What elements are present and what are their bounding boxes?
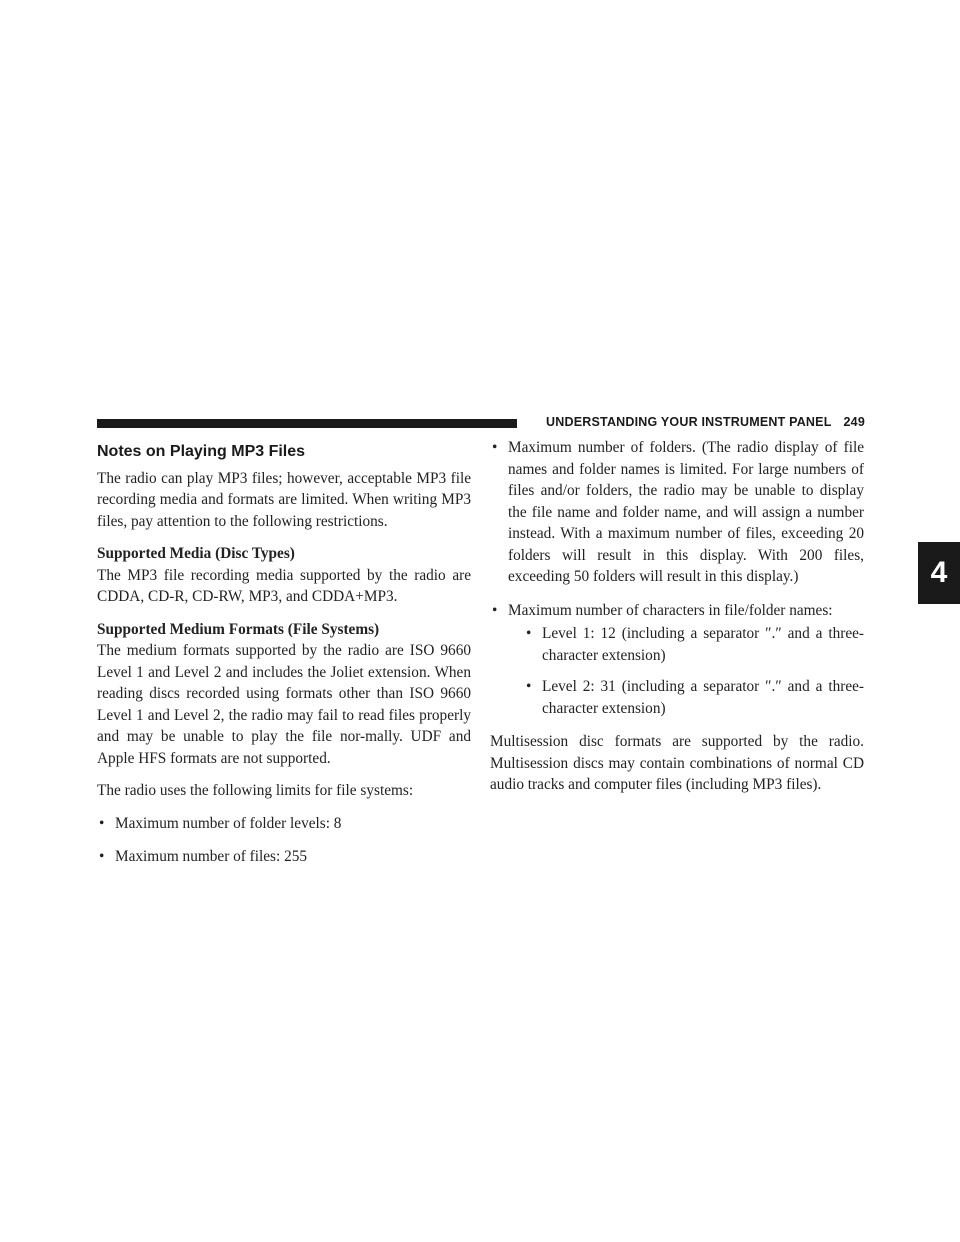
- formats-paragraph: The medium formats supported by the radio are ISO 9660 Level 1 and Level 2 and includes the Joliet extension. When reading discs recorded using formats other than ISO 9660 Level 1 and Level 2, the radio may fail to read files properly and may be unable to play the file nor-mally. UDF and Apple HFS formats are not supported.: [97, 642, 471, 767]
- list-item-text: Maximum number of files: 255: [115, 848, 308, 865]
- bullet-icon: •: [492, 439, 498, 456]
- limits-intro: The radio uses the following limits for file systems:: [97, 782, 414, 799]
- list-item: [97, 813, 471, 835]
- list-item-text: Maximum number of folders. (The radio display of file names and folder names is limited. For large numbers of files and/or folders, the radio may be unable to display the file name and folder name, and will assign a number instead. With a maximum number of files, exceeding 20 folders will result in this display. With 200 files, exceeding 50 folders will result in this display.): [508, 439, 864, 585]
- list-item: [524, 623, 864, 666]
- running-header: [530, 412, 865, 432]
- list-item-text: Maximum number of characters in file/folder names:: [508, 601, 833, 619]
- char-limits-list: [524, 623, 864, 719]
- intro-paragraph: The radio can play MP3 files; however, acceptable MP3 file recording media and formats are limited. When writing MP3 files, pay attention to the following restrictions.: [97, 469, 471, 530]
- header-title: UNDERSTANDING YOUR INSTRUMENT PANEL: [546, 415, 832, 429]
- limits-list-right: [490, 437, 864, 719]
- formats-subheading: Supported Medium Formats (File Systems): [97, 620, 380, 638]
- chapter-tab: 4: [918, 542, 960, 604]
- list-item-text: Level 2: 31 (including a separator ″.″ and a three-character extension): [542, 678, 864, 717]
- page-number: 249: [843, 415, 865, 429]
- bullet-icon: •: [492, 601, 498, 619]
- right-column: [490, 437, 864, 807]
- left-column: [97, 437, 471, 880]
- list-item: [490, 600, 864, 720]
- media-subheading: Supported Media (Disc Types): [97, 545, 295, 562]
- list-item-text: Level 1: 12 (including a separator ″.″ and a three-character extension): [542, 625, 864, 664]
- multisession-paragraph: Multisession disc formats are supported by the radio. Multisession discs may contain combinations of normal CD audio tracks and computer files (including MP3 files).: [490, 733, 864, 793]
- bullet-icon: •: [99, 814, 105, 832]
- bullet-icon: •: [526, 625, 532, 642]
- header-rule: [97, 419, 517, 428]
- bullet-icon: •: [526, 678, 532, 695]
- limits-list-left: [97, 813, 471, 868]
- section-heading: Notes on Playing MP3 Files: [97, 443, 306, 460]
- list-item-text: Maximum number of folder levels: 8: [115, 814, 342, 832]
- list-item: [97, 846, 471, 868]
- media-paragraph: The MP3 file recording media supported by the radio are CDDA, CD-R, CD-RW, MP3, and CDDA+MP3.: [97, 566, 471, 605]
- list-item: [490, 437, 864, 588]
- bullet-icon: •: [99, 848, 105, 865]
- list-item: [524, 676, 864, 719]
